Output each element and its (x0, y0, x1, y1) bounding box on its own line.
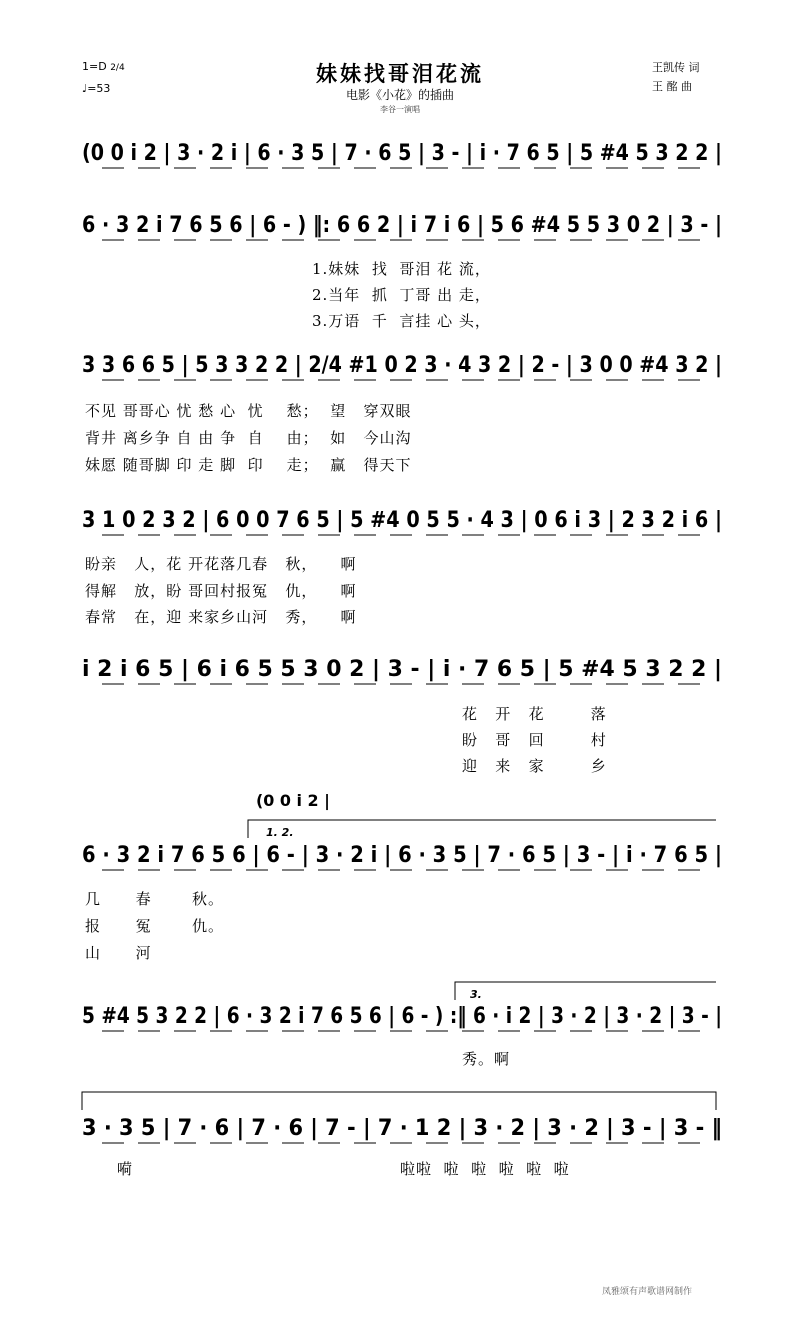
score-line-8: 5 #4 5 3 2 2 | 6 · 3 2 i 7 6 5 6 | 6 - ) :‖ 6 · i 2 | 3 · 2 | 3 · 2 | 3 - | (82, 1004, 722, 1029)
time-signature: 2/4 (110, 63, 125, 73)
lyrics-line7-c: 山 河 (85, 944, 152, 962)
lyrics-stanza-1-line-c: 3.万语 千 言挂 心 头， (312, 312, 491, 330)
lyrics-line4-a: 盼亲 人，花 开花落几春 秋， 啊 (85, 555, 357, 573)
lyrics-line5-b: 盼 哥 回 村 (462, 731, 607, 749)
composer-credit: 王 酩 曲 (652, 80, 692, 93)
lyrics-line9-a: 嗬 (117, 1160, 134, 1178)
lyricist-credit: 王凯传 词 (652, 61, 700, 74)
lyrics-stanza-1-line-a: 1.妹妹 找 哥泪 花 流， (312, 260, 491, 278)
volta-label-first: 1. 2. (266, 826, 294, 839)
song-title: 妹妹找哥泪花流 (316, 62, 484, 86)
volta-bracket-third (455, 982, 716, 1000)
lyrics-line9-b: 啦啦 啦 啦 啦 啦 啦 (400, 1160, 570, 1178)
lyrics-line7-a: 几 春 秋。 (85, 890, 224, 908)
score-line-3: 3 3 6 6 5 | 5 3 3 2 2 | 2/4 #1 0 2 3 · 4 3 2 | 2 - | 3 0 0 #4 3 2 | (82, 353, 722, 378)
lyrics-line4-b: 得解 放，盼 哥回村报冤 仇， 啊 (85, 582, 357, 600)
score-line-7: 6 · 3 2 i 7 6 5 6 | 6 - | 3 · 2 i | 6 · 3 5 | 7 · 6 5 | 3 - | i · 7 6 5 | (82, 843, 722, 868)
score-line-6: (0 0 i 2 | (256, 791, 331, 810)
lyrics-line7-b: 报 冤 仇。 (85, 917, 224, 935)
tempo-marking: ♩=53 (82, 82, 111, 95)
score-line-5: i 2 i 6 5 | 6 i 6 5 5 3 0 2 | 3 - | i · 7 6 5 | 5 #4 5 3 2 2 | (82, 657, 722, 682)
singer-credit: 李谷一演唱 (380, 105, 420, 114)
score-line-1: (0 0 i 2 | 3 · 2 i | 6 · 3 5 | 7 · 6 5 | 3 - | i · 7 6 5 | 5 #4 5 3 2 2 | (82, 141, 722, 166)
key-text: 1=D (82, 60, 107, 73)
lyrics-line5-a: 花 开 花 落 (462, 705, 607, 723)
lyrics-stanza-1-line-b: 2.当年 抓 丁哥 出 走， (312, 286, 491, 304)
lyrics-line4-c: 春常 在，迎 来家乡山河 秀， 啊 (85, 608, 357, 626)
song-subtitle: 电影《小花》的插曲 (345, 88, 454, 102)
lyrics-line3-c: 妹愿 随哥脚 印 走 脚 印 走； 赢 得天下 (85, 456, 412, 474)
score-line-9: 3 · 3 5 | 7 · 6 | 7 · 6 | 7 - | 7 · 1 2 | 3 · 2 | 3 · 2 | 3 - | 3 - ‖ (82, 1116, 722, 1141)
volta-bracket-first (248, 820, 716, 838)
lyrics-line3-b: 背井 离乡争 自 由 争 自 由； 如 今山沟 (85, 429, 412, 447)
volta-bracket-end (82, 1092, 716, 1110)
volta-label-third: 3. (470, 988, 482, 1001)
lyrics-line8: 秀。啊 (462, 1050, 511, 1068)
lyrics-line5-c: 迎 来 家 乡 (462, 757, 607, 775)
footer-credit: 凤雅颂有声歌谱网制作 (601, 1287, 692, 1297)
score-line-2: 6 · 3 2 i 7 6 5 6 | 6 - ) ‖: 6 6 2 | i 7 i 6 | 5 6 #4 5 5 3 0 2 | 3 - | (82, 213, 722, 238)
score-line-4: 3 1 0 2 3 2 | 6 0 0 7 6 5 | 5 #4 0 5 5 · 4 3 | 0 6 i 3 | 2 3 2 i 6 | (82, 508, 722, 533)
lyrics-line3-a: 不见 哥哥心 忧 愁 心 忧 愁； 望 穿双眼 (85, 402, 412, 420)
